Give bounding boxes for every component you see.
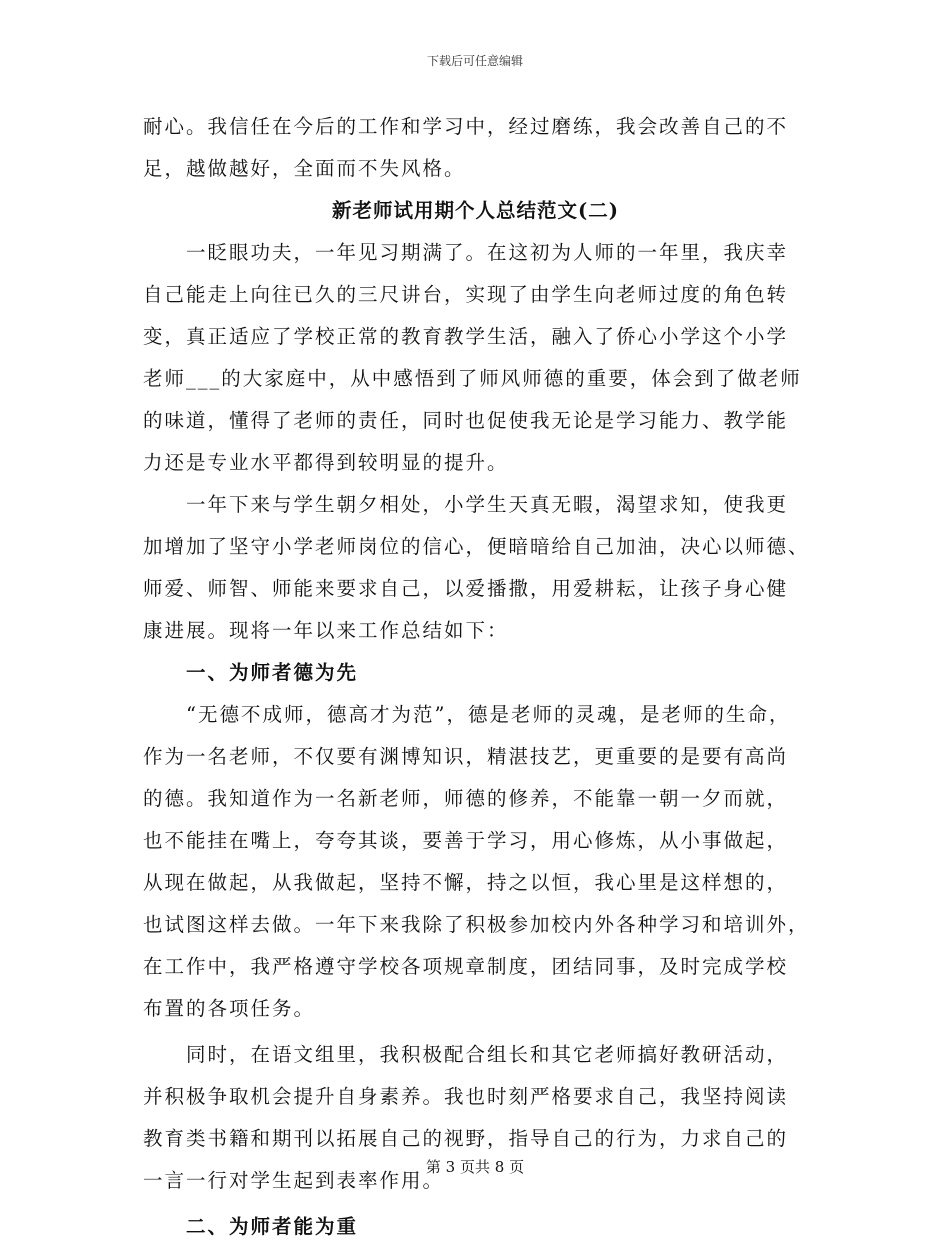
paragraph-line: 师爱、师智、师能来要求自己，以爱播撒，用爱耕耘，让孩子身心健 <box>143 577 789 600</box>
paragraph-line: 作为一名老师，不仅要有渊博知识，精湛技艺，更重要的是要有高尚 <box>143 745 789 768</box>
paragraph-line: 布置的各项任务。 <box>143 997 316 1020</box>
paragraph-line: 老师___的大家庭中，从中感悟到了师风师德的重要，体会到了做老师 <box>143 367 802 390</box>
section-heading: 二、为师者能为重 <box>186 1215 359 1238</box>
paragraph-line: 加增加了坚守小学老师岗位的信心，便暗暗给自己加油，决心以师德、 <box>143 535 810 558</box>
paragraph-line: 变，真正适应了学校正常的教育教学生活，融入了侨心小学这个小学 <box>143 325 789 348</box>
paragraph-line: 一眨眼功夫，一年见习期满了。在这初为人师的一年里，我庆幸 <box>186 241 789 264</box>
paragraph-line: 并积极争取机会提升自身素养。我也时刻严格要求自己，我坚持阅读 <box>143 1085 789 1108</box>
paragraph-line: 耐心。我信任在今后的工作和学习中，经过磨练，我会改善自己的不 <box>143 115 789 138</box>
paragraph-line: 从现在做起，从我做起，坚持不懈，持之以恒，我心里是这样想的， <box>143 871 789 894</box>
paragraph-line: 力还是专业水平都得到较明显的提升。 <box>143 451 509 474</box>
paragraph-line: 同时，在语文组里，我积极配合组长和其它老师搞好教研活动， <box>186 1043 789 1066</box>
paragraph-line: “无德不成师，德高才为范”，德是老师的灵魂，是老师的生命， <box>186 703 791 726</box>
paragraph-line: 也不能挂在嘴上，夸夸其谈，要善于学习，用心修炼，从小事做起， <box>143 829 789 852</box>
paragraph-line: 康进展。现将一年以来工作总结如下： <box>143 619 509 642</box>
paragraph-line: 一言一行对学生起到表率作用。 <box>143 1169 445 1192</box>
page-number: 第 3 页共 8 页 <box>425 1158 525 1176</box>
paragraph-line: 自己能走上向往已久的三尺讲台，实现了由学生向老师过度的角色转 <box>143 283 789 306</box>
document-body <box>143 106 808 1248</box>
paragraph-line: 足，越做越好，全面而不失风格。 <box>143 157 466 180</box>
paragraph-line: 也试图这样去做。一年下来我除了积极参加校内外各种学习和培训外， <box>143 913 810 936</box>
paragraph-line: 的味道，懂得了老师的责任，同时也促使我无论是学习能力、教学能 <box>143 409 789 432</box>
paragraph-line: 一年下来与学生朝夕相处，小学生天真无暇，渴望求知，使我更 <box>186 493 789 516</box>
page-header: 下载后可任意编辑 <box>426 54 523 68</box>
section-title: 新老师试用期个人总结范文(二) <box>332 199 619 222</box>
paragraph-line: 在工作中，我严格遵守学校各项规章制度，团结同事，及时完成学校 <box>143 955 789 978</box>
section-heading: 一、为师者德为先 <box>186 661 359 684</box>
paragraph-line: 的德。我知道作为一名新老师，师德的修养，不能靠一朝一夕而就， <box>143 787 789 810</box>
paragraph-line: 教育类书籍和期刊以拓展自己的视野，指导自己的行为，力求自己的 <box>143 1127 789 1150</box>
